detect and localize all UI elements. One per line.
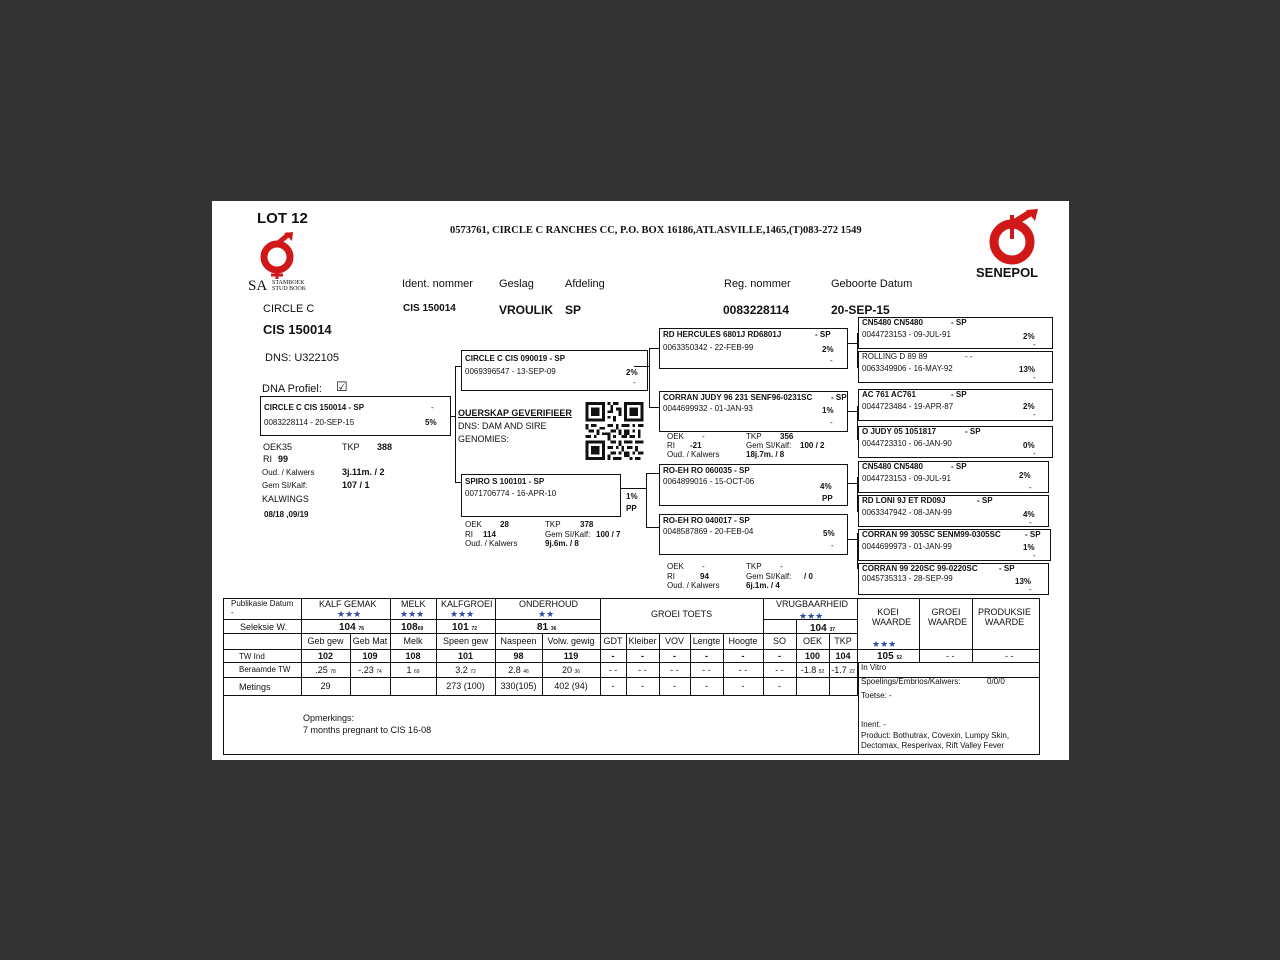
great-7-name: CORRAN 99 305SC SENM99-0305SC xyxy=(862,530,1001,539)
subject-gem: 107 / 1 xyxy=(342,480,370,490)
bt-cell-12 xyxy=(798,665,827,675)
bt-sub-2: 69 xyxy=(413,669,420,675)
grand-4-gem-label: Gem SI/Kalf: xyxy=(746,572,792,581)
dns-code: DNS: U322105 xyxy=(265,352,339,364)
grand-2-tkp: 356 xyxy=(780,432,794,441)
spoelings-label: Spoelings/Embrios/Kalwers: xyxy=(861,677,961,686)
bt-value-6: - - xyxy=(608,665,618,675)
senepol-text: SENEPOL xyxy=(976,265,1039,280)
great-4-box xyxy=(858,426,1053,458)
grand-2-tkp-label: TKP xyxy=(746,432,762,441)
great-2-flag: - xyxy=(1033,373,1036,382)
reg-value: 0083228114 xyxy=(723,303,790,317)
tw-value-0: 102 xyxy=(317,651,334,661)
melk-stars-icon: ★★★ xyxy=(400,609,425,619)
grand-2-ri-label: RI xyxy=(667,441,675,450)
met-cell-5 xyxy=(544,681,598,691)
grand-4-gem: / 0 xyxy=(804,572,813,581)
met-cell-6 xyxy=(602,681,624,691)
col-header-12: OEK xyxy=(802,636,822,646)
groei-toets-label: GROEI TOETS xyxy=(651,609,713,619)
label-reg: Reg. nommer xyxy=(724,278,791,290)
met-cell-4 xyxy=(497,681,540,691)
spoelings-value: 0/0/0 xyxy=(987,677,1005,686)
dna-profile-label: DNA Profiel: xyxy=(262,383,322,395)
onderhoud-label: ONDERHOUD xyxy=(519,599,579,609)
bt-cell-0 xyxy=(303,665,348,675)
met-value-11: - xyxy=(778,681,781,691)
subject-oud: 3j.11m. / 2 xyxy=(342,467,385,477)
dam-gem-label: Gem SI/Kalf: xyxy=(545,530,591,539)
subject-name: CIRCLE C CIS 150014 - SP xyxy=(264,403,365,412)
bt-sub-3: 72 xyxy=(470,669,476,675)
bt-cell-7 xyxy=(628,665,657,675)
inent-label: Inent. - xyxy=(861,720,886,729)
grand-4-name: RO-EH RO 040017 - SP xyxy=(663,516,750,525)
dam-tkp: 378 xyxy=(580,520,594,529)
kalf-gemak-label: KALF GEMAK xyxy=(319,599,377,609)
bt-sub-13: 22 xyxy=(849,669,855,675)
vrug-value: 104 37 xyxy=(810,623,836,634)
parentage-title: OUERSKAP GEVERIFIEER xyxy=(458,408,572,418)
bt-cell-4 xyxy=(497,665,540,675)
subject-ri-label: RI xyxy=(263,454,272,464)
kalf-gemak-value: 104 76 xyxy=(339,622,365,633)
grand-4-oud-label: Oud. / Kalwers xyxy=(667,581,720,590)
met-value-0: 29 xyxy=(320,681,331,691)
grand-2-gem: 100 / 2 xyxy=(800,441,825,450)
great-6-pct: 4% xyxy=(1023,510,1035,519)
bt-cell-5 xyxy=(544,665,598,675)
grand-1-line: 0063350342 - 22-FEB-99 xyxy=(663,343,754,352)
great-8-box xyxy=(858,563,1049,595)
bt-value-12: -1.8 xyxy=(800,665,817,675)
great-5-name: CN5480 CN5480 xyxy=(862,462,923,471)
subject-box xyxy=(260,396,451,436)
tw-value-6: - xyxy=(611,651,615,661)
grand-3-box xyxy=(659,464,848,506)
bt-value-4: 2.8 xyxy=(508,665,521,675)
tw-ind-label: TW Ind xyxy=(239,652,265,661)
met-value-6: - xyxy=(611,681,615,691)
breeder-name: CIRCLE C xyxy=(263,303,315,315)
great-6-box xyxy=(858,495,1049,527)
toetse-label: Toetse: - xyxy=(861,691,892,700)
label-geslag: Geslag xyxy=(499,278,534,290)
grand-2-gem-label: Gem SI/Kalf: xyxy=(746,441,792,450)
grand-2-sec: - SP xyxy=(831,393,847,402)
grand-4-box xyxy=(659,514,848,555)
great-1-pct: 2% xyxy=(1023,332,1035,341)
opmerkings-label: Opmerkings: xyxy=(303,713,355,723)
met-value-7: - xyxy=(641,681,644,691)
great-3-sec: - SP xyxy=(951,390,967,399)
tw-cell-4 xyxy=(497,651,540,661)
bt-value-7: - - xyxy=(638,665,647,675)
tw-cell-12 xyxy=(798,651,827,661)
kalfgroei-value: 101 72 xyxy=(452,622,478,633)
great-2-pct: 13% xyxy=(1019,365,1036,374)
great-8-line: 0045735313 - 28-SEP-99 xyxy=(862,574,953,583)
tw-cell-1 xyxy=(352,651,388,661)
col-header-10: Hoogte xyxy=(728,636,758,646)
subject-gem-label: Gem SI/Kalf: xyxy=(262,481,308,490)
tw-value-9: - xyxy=(705,651,708,661)
bt-value-11: - - xyxy=(775,665,784,675)
tw-value-12: 100 xyxy=(804,651,821,661)
grand-4-tkp-label: TKP xyxy=(746,562,762,571)
met-cell-7 xyxy=(628,681,657,691)
grand-4-oud: 6j.1m. / 4 xyxy=(746,581,780,590)
label-afdeling: Afdeling xyxy=(565,278,605,290)
dam-flag: PP xyxy=(626,504,637,513)
great-8-sec: - SP xyxy=(999,564,1015,573)
dam-oud-label: Oud. / Kalwers xyxy=(465,539,518,548)
tw-cell-6 xyxy=(602,651,624,661)
bt-cell-2 xyxy=(392,665,434,675)
great-4-name: O JUDY 05 1051817 xyxy=(862,427,937,436)
grand-2-oud-label: Oud. / Kalwers xyxy=(667,450,720,459)
subject-tkp: 388 xyxy=(377,442,393,452)
bt-value-1: -.23 xyxy=(358,665,374,675)
lot-number: LOT 12 xyxy=(257,210,308,227)
col-header-6: GDT xyxy=(603,636,623,646)
bt-sub-12: 52 xyxy=(818,669,825,675)
studbook-line1: STAMBOEK xyxy=(272,280,305,286)
koei-stars-icon: ★★★ xyxy=(872,639,897,649)
grand-4-ri: 94 xyxy=(700,572,709,581)
kalf-gemak-stars-icon: ★★★ xyxy=(337,609,362,619)
bt-value-10: - - xyxy=(738,665,748,675)
grand-2-box xyxy=(659,391,848,432)
great-4-line: 0044723310 - 06-JAN-90 xyxy=(862,439,952,448)
bt-sub-4: 46 xyxy=(523,669,529,675)
bt-cell-8 xyxy=(661,665,688,675)
tw-cell-11 xyxy=(765,651,794,661)
sire-name: CIRCLE C CIS 090019 - SP xyxy=(465,354,566,363)
tw-cell-9 xyxy=(692,651,721,661)
produksie-waarde-label: PRODUKSIE WAARDE xyxy=(977,607,1031,627)
grand-1-pct: 2% xyxy=(822,345,834,354)
kalwings-label: KALWINGS xyxy=(262,494,309,504)
met-cell-3 xyxy=(438,681,493,691)
great-5-box xyxy=(858,461,1049,493)
great-5-pct: 2% xyxy=(1019,471,1031,480)
metings-label: Metings xyxy=(239,682,271,692)
col-header-9: Lengte xyxy=(692,636,721,646)
qr-code-icon xyxy=(585,402,644,460)
grand-4-tkp: - xyxy=(780,562,783,571)
col-header-2: Melk xyxy=(403,636,423,646)
subject-pct: 5% xyxy=(425,418,437,427)
great-6-name: RD LONI 9J ET RD09J xyxy=(862,496,946,505)
met-cell-0 xyxy=(303,681,348,691)
grand-2-oek-label: OEK xyxy=(667,432,684,441)
dam-name: SPIRO S 100101 - SP xyxy=(465,477,545,486)
bt-value-0: .25 xyxy=(315,665,328,675)
great-6-flag: - xyxy=(1029,518,1032,527)
subject-line: 0083228114 - 20-SEP-15 xyxy=(264,418,355,427)
grand-2-line: 0044699932 - 01-JAN-93 xyxy=(663,404,753,413)
col-header-13: TKP xyxy=(834,636,852,646)
selection-label: Seleksie W. xyxy=(240,622,288,632)
bt-value-13: -1.7 xyxy=(831,665,847,675)
met-cell-10 xyxy=(725,681,761,691)
pedigree-sheet xyxy=(212,201,1069,760)
grand-4-line: 0048587869 - 20-FEB-04 xyxy=(663,527,754,536)
tw-cell-5 xyxy=(544,651,598,661)
owner-line: 0573761, CIRCLE C RANCHES CC, P.O. BOX 16186,ATLASVILLE,1465,(T)083-272 1549 xyxy=(450,225,862,236)
dam-oud: 9j.6m. / 8 xyxy=(545,539,579,548)
grand-2-ri: -21 xyxy=(690,441,702,450)
tw-cell-3 xyxy=(438,651,493,661)
sire-line: 0069396547 - 13-SEP-09 xyxy=(465,367,556,376)
in-vitro-label: In Vitro xyxy=(861,663,887,672)
great-2-name: ROLLING D 89 89 xyxy=(862,352,928,361)
great-7-flag: - xyxy=(1033,551,1036,560)
grand-2-flag: - xyxy=(830,418,833,427)
col-header-5: Volw. gewig xyxy=(547,636,595,646)
tw-value-1: 109 xyxy=(362,651,378,661)
dam-ri-label: RI xyxy=(465,530,473,539)
subject-oud-label: Oud. / Kalwers xyxy=(262,468,315,477)
met-value-8: - xyxy=(673,681,676,691)
col-header-4: Naspeen xyxy=(500,636,537,646)
great-8-pct: 13% xyxy=(1015,577,1032,586)
groei-waarde-value: - - xyxy=(946,651,955,661)
great-4-pct: 0% xyxy=(1023,441,1035,450)
dam-line: 0071706774 - 16-APR-10 xyxy=(465,489,557,498)
sire-flag: - xyxy=(633,378,636,387)
pub-date-label: Publikasie Datum xyxy=(231,599,294,608)
bt-cell-10 xyxy=(725,665,761,675)
met-value-4: 330(105) xyxy=(500,681,537,691)
dam-oek: 28 xyxy=(500,520,509,529)
dam-oek-label: OEK xyxy=(465,520,482,529)
great-5-flag: - xyxy=(1029,483,1032,492)
great-3-pct: 2% xyxy=(1023,402,1035,411)
great-7-line: 0044699973 - 01-JAN-99 xyxy=(862,542,952,551)
subject-tkp-label: TKP xyxy=(342,442,360,452)
bt-cell-13 xyxy=(831,665,855,675)
great-1-box xyxy=(858,317,1053,349)
vrugbaarheid-label: VRUGBAARHEID xyxy=(776,599,849,609)
beraamde-tw-label: Beraamde TW xyxy=(239,665,291,674)
grand-3-name: RO-EH RO 060035 - SP xyxy=(663,466,750,475)
great-1-sec: - SP xyxy=(951,318,967,327)
great-3-name: AC 761 AC761 xyxy=(862,390,916,399)
product-line-2: Dectomax, Resperivax, Rift Valley Fever xyxy=(861,741,1005,750)
great-2-sec: - - xyxy=(965,352,973,361)
bt-cell-6 xyxy=(602,665,624,675)
great-7-box xyxy=(858,529,1051,561)
senepol-logo xyxy=(974,209,1058,279)
great-4-sec: - SP xyxy=(965,427,981,436)
met-cell-9 xyxy=(692,681,721,691)
studbook-line2: STUD BOOK xyxy=(272,286,307,292)
sire-pct: 2% xyxy=(626,368,638,377)
parentage-genomies: GENOMIES: xyxy=(458,434,510,444)
tw-value-8: - xyxy=(673,651,676,661)
kalfgroei-label: KALFGROEI xyxy=(441,599,493,609)
great-8-flag: - xyxy=(1029,585,1032,594)
bt-sub-5: 36 xyxy=(574,669,581,675)
onderhoud-value: 81 36 xyxy=(537,622,557,633)
grand-4-pct: 5% xyxy=(823,529,835,538)
bt-cell-1 xyxy=(352,665,388,675)
grand-3-pct: 4% xyxy=(820,482,832,491)
kalfgroei-stars-icon: ★★★ xyxy=(450,609,475,619)
great-5-sec: - SP xyxy=(951,462,967,471)
kalwings-dates: 08/18 ,09/19 xyxy=(264,510,309,519)
great-3-flag: - xyxy=(1033,410,1036,419)
great-2-box xyxy=(858,351,1053,383)
ident-value: CIS 150014 xyxy=(403,303,456,314)
koei-waarde-label: KOEI WAARDE xyxy=(872,607,912,627)
dna-checkbox-icon: ☑ xyxy=(336,379,348,394)
sire-box xyxy=(461,350,648,391)
bt-value-9: - - xyxy=(702,665,711,675)
great-5-line: 0044723153 - 09-JUL-91 xyxy=(862,474,951,483)
great-3-box xyxy=(858,389,1053,421)
bt-value-2: 1 xyxy=(406,665,412,675)
tw-value-10: - xyxy=(741,651,745,661)
parentage-dns: DNS: DAM AND SIRE xyxy=(458,421,547,431)
great-1-name: CN5480 CN5480 xyxy=(862,318,923,327)
bt-cell-9 xyxy=(692,665,721,675)
great-1-line: 0044723153 - 09-JUL-91 xyxy=(862,330,951,339)
tw-value-5: 119 xyxy=(563,651,579,661)
tw-cell-7 xyxy=(628,651,657,661)
produksie-value: - - xyxy=(1005,651,1014,661)
opmerkings-text: 7 months pregnant to CIS 16-08 xyxy=(303,725,432,735)
grand-1-name: RD HERCULES 6801J RD6801J xyxy=(663,330,782,339)
great-4-flag: - xyxy=(1033,449,1036,458)
met-cell-11 xyxy=(765,681,794,691)
sex-value: VROULIK xyxy=(499,303,553,317)
grand-2-pct: 1% xyxy=(822,406,834,415)
tw-cell-0 xyxy=(303,651,348,661)
dam-box xyxy=(461,474,638,517)
grand-4-ri-label: RI xyxy=(667,572,675,581)
koei-value: 105 52 xyxy=(877,651,903,662)
subject-oek: OEK35 xyxy=(263,442,293,452)
melk-value: 10869 xyxy=(401,622,424,633)
studbook-prefix: SA xyxy=(248,278,268,294)
col-header-0: Geb gew xyxy=(307,636,344,646)
studbook-logo xyxy=(248,231,308,295)
grand-4-oek: - xyxy=(702,562,705,571)
great-7-pct: 1% xyxy=(1023,543,1035,552)
grand-3-line: 0064899016 - 15-OCT-06 xyxy=(663,477,755,486)
melk-label: MELK xyxy=(401,599,426,609)
grand-4-flag: - xyxy=(831,541,834,550)
dam-pct: 1% xyxy=(626,492,638,501)
subject-ri: 99 xyxy=(278,454,289,464)
senepol-emblem-icon xyxy=(982,209,1048,265)
subject-dash: - xyxy=(431,403,434,412)
col-header-3: Speen gew xyxy=(442,636,489,646)
birth-date-value: 20-SEP-15 xyxy=(831,303,890,317)
tw-cell-2 xyxy=(392,651,434,661)
tw-value-2: 108 xyxy=(405,651,421,661)
met-cell-8 xyxy=(661,681,688,691)
bt-value-8: - - xyxy=(670,665,679,675)
section-value: SP xyxy=(565,303,582,317)
great-2-line: 0063349906 - 16-MAY-92 xyxy=(862,364,953,373)
col-header-1: Geb Mat xyxy=(352,636,388,646)
dam-tkp-label: TKP xyxy=(545,520,561,529)
great-8-name: CORRAN 99 220SC 99-0220SC xyxy=(862,564,978,573)
grand-1-box xyxy=(659,328,848,369)
tw-cell-8 xyxy=(661,651,688,661)
tw-value-4: 98 xyxy=(513,651,524,661)
bt-sub-0: 78 xyxy=(330,669,336,675)
grand-2-oek: - xyxy=(702,432,705,441)
grand-2-oud: 18j.7m. / 8 xyxy=(746,450,785,459)
vrug-stars-icon: ★★★ xyxy=(799,611,824,621)
col-header-7: Kleiber xyxy=(628,636,657,646)
col-header-11: SO xyxy=(772,636,786,646)
tw-value-3: 101 xyxy=(457,651,474,661)
label-geboorte: Geboorte Datum xyxy=(831,278,913,290)
met-value-10: - xyxy=(741,681,745,691)
label-ident: Ident. nommer xyxy=(402,278,473,290)
grand-2-name: CORRAN JUDY 96 231 SENF96-0231SC xyxy=(663,393,813,402)
bt-sub-1: 74 xyxy=(376,669,382,675)
groei-waarde-label: GROEI WAARDE xyxy=(928,607,968,627)
grand-1-sec: - SP xyxy=(815,330,831,339)
tw-cell-13 xyxy=(831,651,855,661)
dam-gem: 100 / 7 xyxy=(596,530,621,539)
onderhoud-stars-icon: ★★ xyxy=(538,609,555,619)
product-line-1: Product: Bothutrax, Covexin, Lumpy Skin, xyxy=(861,731,1010,740)
bt-value-3: 3.2 xyxy=(455,665,468,675)
great-6-line: 0063347942 - 08-JAN-99 xyxy=(862,508,952,517)
great-6-sec: - SP xyxy=(977,496,993,505)
grand-4-oek-label: OEK xyxy=(667,562,684,571)
tw-cell-10 xyxy=(725,651,761,661)
met-value-9: - xyxy=(705,681,708,691)
great-7-sec: - SP xyxy=(1025,530,1041,539)
bt-value-5: 20 xyxy=(561,665,572,675)
great-1-flag: - xyxy=(1033,340,1036,349)
tw-value-11: - xyxy=(778,651,781,661)
tw-value-13: 104 xyxy=(835,651,851,661)
pub-date-value: - xyxy=(231,608,234,617)
grand-3-flag: PP xyxy=(822,494,833,503)
animal-id: CIS 150014 xyxy=(263,322,332,337)
dam-ri: 114 xyxy=(483,530,496,539)
bt-cell-3 xyxy=(438,665,493,675)
met-value-5: 402 (94) xyxy=(554,681,588,691)
tw-value-7: - xyxy=(641,651,644,661)
grand-1-flag: - xyxy=(830,356,833,365)
col-header-8: VOV xyxy=(664,636,684,646)
great-3-line: 0044723484 - 19-APR-87 xyxy=(862,402,954,411)
studbook-emblem-icon xyxy=(257,231,299,281)
met-value-3: 273 (100) xyxy=(446,681,485,691)
bt-cell-11 xyxy=(765,665,794,675)
